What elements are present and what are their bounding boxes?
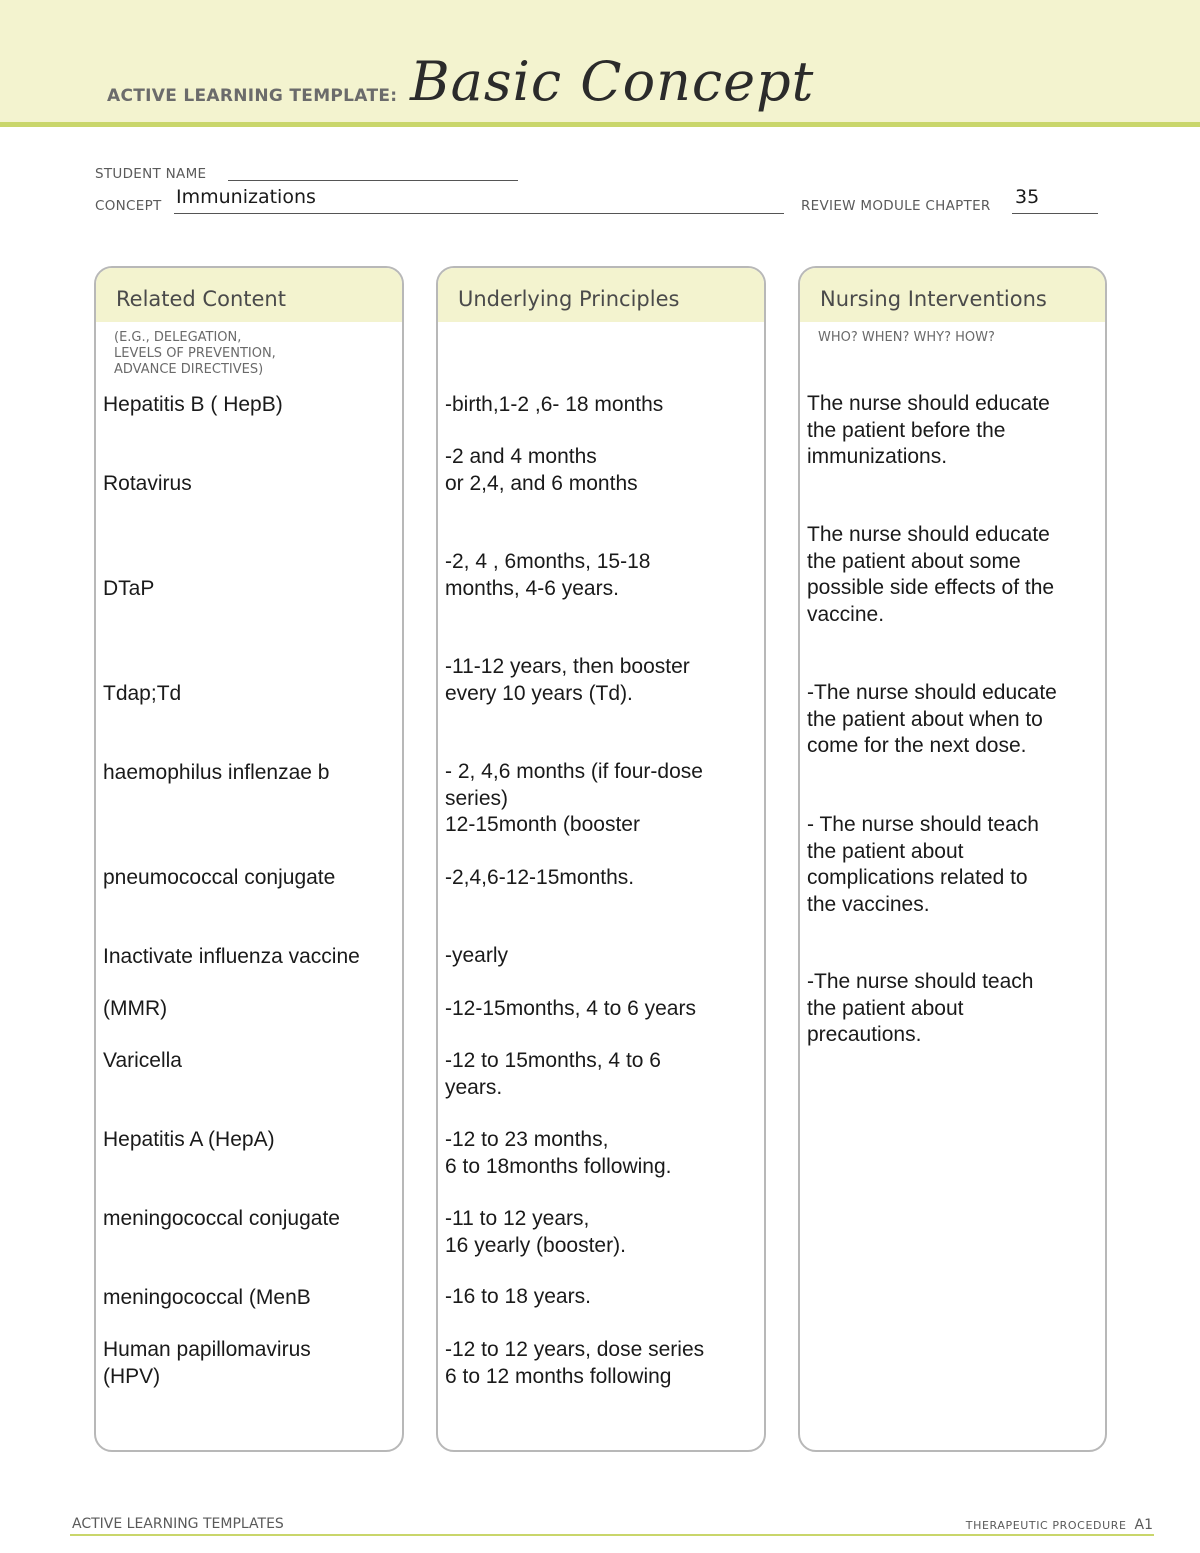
- student-name-label: STUDENT NAME: [95, 166, 207, 182]
- related-item: Hepatitis B ( HepB): [103, 393, 283, 416]
- principle-item: -11-12 years, then booster every 10 years (Td).: [445, 655, 690, 705]
- related-item: DTaP: [103, 577, 155, 600]
- principle-item: -12 to 15months, 4 to 6 years.: [445, 1049, 661, 1099]
- intervention-item: The nurse should educate the patient before the immunizations.: [807, 392, 1050, 468]
- principle-item: - 2, 4,6 months (if four-dose series) 12-15month (booster: [445, 760, 703, 836]
- related-item: Hepatitis A (HepA): [103, 1128, 275, 1151]
- related-content-title: Related Content: [116, 287, 286, 311]
- principle-item: -12 to 12 years, dose series 6 to 12 months following: [445, 1338, 705, 1388]
- related-item: Tdap;Td: [103, 682, 182, 705]
- footer-right: [966, 1517, 1153, 1533]
- principle-item: -2,4,6-12-15months.: [445, 866, 635, 889]
- related-item: pneumococcal conjugate: [103, 866, 336, 889]
- intervention-item: -The nurse should teach the patient about precautions.: [807, 970, 1034, 1046]
- footer-section: THERAPEUTIC PROCEDURE: [965, 1519, 1127, 1532]
- principle-item: -yearly: [445, 944, 509, 967]
- chapter-line[interactable]: [1012, 213, 1098, 214]
- related-content-subtitle: (E.G., DELEGATION, LEVELS OF PREVENTION, ADVANCE DIRECTIVES): [114, 330, 276, 377]
- nursing-interventions-subtitle: WHO? WHEN? WHY? HOW?: [818, 330, 995, 345]
- underlying-principles-panel: [436, 266, 766, 1452]
- principle-item: -12-15months, 4 to 6 years: [445, 997, 696, 1020]
- footer-left: ACTIVE LEARNING TEMPLATES: [72, 1516, 284, 1532]
- nursing-interventions-panel: [798, 266, 1107, 1452]
- principle-item: -11 to 12 years, 16 yearly (booster).: [445, 1207, 626, 1257]
- template-label: ACTIVE LEARNING TEMPLATE:: [107, 86, 398, 106]
- concept-line[interactable]: [174, 213, 784, 214]
- footer-code: A1: [1134, 1517, 1153, 1533]
- related-item: Human papillomavirus (HPV): [103, 1338, 311, 1388]
- chapter-value: 35: [1015, 186, 1040, 208]
- chapter-label: REVIEW MODULE CHAPTER: [801, 198, 991, 214]
- concept-label: CONCEPT: [95, 198, 162, 214]
- template-title: Basic Concept: [410, 50, 815, 113]
- principle-item: -birth,1-2 ,6- 18 months: [445, 393, 664, 416]
- nursing-interventions-title: Nursing Interventions: [820, 287, 1047, 311]
- related-item: Rotavirus: [103, 472, 192, 495]
- intervention-item: The nurse should educate the patient about some possible side effects of the vaccine.: [807, 523, 1055, 626]
- intervention-item: -The nurse should educate the patient about when to come for the next dose.: [807, 681, 1057, 757]
- principle-item: -12 to 23 months, 6 to 18months following.: [445, 1128, 672, 1178]
- intervention-item: - The nurse should teach the patient about complications related to the vaccines.: [807, 813, 1039, 916]
- header-rule: [0, 122, 1200, 127]
- principle-item: -16 to 18 years.: [445, 1285, 591, 1308]
- related-item: haemophilus inflenzae b: [103, 761, 330, 784]
- related-item: (MMR): [103, 997, 168, 1020]
- principle-item: -2 and 4 months or 2,4, and 6 months: [445, 445, 638, 495]
- student-name-line[interactable]: [228, 180, 518, 181]
- related-content-panel: [94, 266, 404, 1452]
- related-item: meningococcal (MenB: [103, 1286, 311, 1309]
- footer-rule: [70, 1534, 1154, 1536]
- related-item: Inactivate influenza vaccine: [103, 945, 360, 968]
- related-item: Varicella: [103, 1049, 182, 1072]
- underlying-principles-title: Underlying Principles: [458, 287, 680, 311]
- principle-item: -2, 4 , 6months, 15-18 months, 4-6 years.: [445, 550, 651, 600]
- related-item: meningococcal conjugate: [103, 1207, 340, 1230]
- concept-value: Immunizations: [176, 186, 316, 208]
